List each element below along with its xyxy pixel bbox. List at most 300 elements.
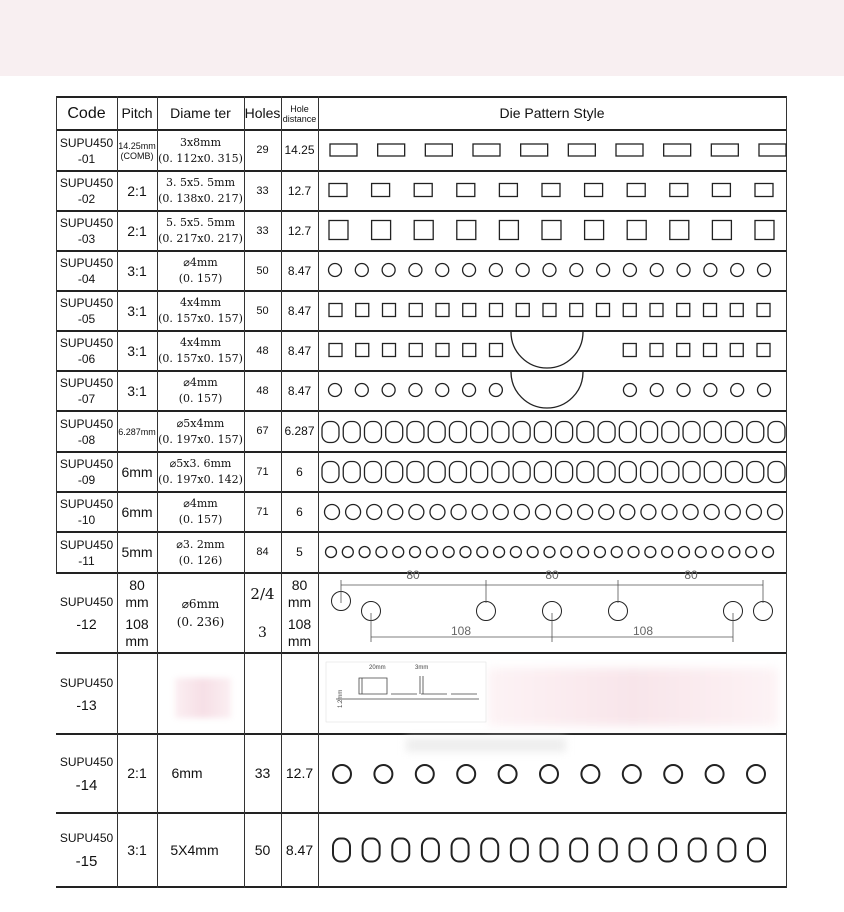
diam-line1: 3x8mm <box>179 135 222 149</box>
header-diameter: Diame ter <box>170 105 231 121</box>
pattern-circle-hole <box>645 547 656 558</box>
pattern-circle-hole <box>729 547 740 558</box>
pattern-circle-hole <box>677 384 690 397</box>
pitch-line1: 14.25mm <box>118 140 156 151</box>
row-11-holes: 84 <box>256 546 269 558</box>
row-10-pitch: 6mm <box>121 503 153 520</box>
pattern-circle-hole <box>623 264 636 277</box>
pattern-oblong-hole <box>428 462 445 483</box>
pattern-circle-hole <box>578 547 589 558</box>
pattern-circle-hole <box>472 505 487 520</box>
row-12-distance-b <box>281 613 318 652</box>
row-11-diameter <box>157 533 244 572</box>
pattern-square-hole <box>329 304 342 317</box>
dimension-label-80: 80 <box>545 568 559 582</box>
pattern-square-hole <box>704 304 717 317</box>
pattern-square-hole <box>650 304 663 317</box>
pattern-oblong-hole <box>598 462 615 483</box>
code-line2: -02 <box>77 192 96 206</box>
row-13-drawing-frame <box>326 662 486 722</box>
pattern-square-hole <box>409 304 422 317</box>
row-03-diameter <box>157 212 244 250</box>
code-line1: SUPU450 <box>59 497 114 511</box>
pattern-circle-hole <box>477 547 488 558</box>
pattern-circle-hole <box>393 547 404 558</box>
code-line2: -13 <box>76 696 97 713</box>
pattern-oblong-hole <box>407 422 424 443</box>
pattern-circle-hole <box>578 505 593 520</box>
pattern-rect-hole <box>627 221 646 240</box>
pattern-square-hole <box>436 344 449 357</box>
pattern-circle-hole <box>443 547 454 558</box>
pattern-circle-hole <box>463 384 476 397</box>
pattern-oblong-hole <box>513 462 530 483</box>
pattern-rect-hole <box>414 221 433 240</box>
pattern-square-hole <box>677 344 690 357</box>
pattern-oblong-hole <box>511 839 528 862</box>
row-06-holes: 48 <box>256 344 269 357</box>
code-line2: -10 <box>77 513 96 527</box>
code-line1: SUPU450 <box>59 296 114 310</box>
row-04-holes: 50 <box>256 264 269 277</box>
code-line1: SUPU450 <box>59 176 114 190</box>
row-13-blurred-patch <box>175 678 231 718</box>
pattern-square-hole <box>409 344 422 357</box>
diam-line2: (0. 112x0. 315) <box>158 151 243 165</box>
diam-line1: 3. 5x5. 5mm <box>165 176 236 189</box>
pattern-circle-hole <box>731 384 744 397</box>
dimension-label-3mm: 3mm <box>415 665 429 671</box>
row-12-diameter <box>157 574 244 652</box>
pattern-circle-hole <box>704 505 719 520</box>
row-02-diameter <box>157 172 244 210</box>
pattern-oblong-hole <box>333 839 350 862</box>
pattern-circle-hole <box>758 264 771 277</box>
row-09-distance: 6 <box>296 464 303 479</box>
pattern-oblong-hole <box>619 422 636 443</box>
row-01-distance: 14.25 <box>284 143 315 157</box>
row-10-holes: 71 <box>256 505 269 518</box>
pattern-oblong-hole <box>747 462 764 483</box>
pattern-circle-hole <box>355 264 368 277</box>
pattern-circle-hole <box>662 547 673 558</box>
pattern-circle-hole <box>416 765 434 783</box>
pitch-a-line2: mm <box>125 593 149 610</box>
row-01-code <box>56 131 117 170</box>
diam-line2: (0. 236) <box>176 615 225 629</box>
pattern-oblong-hole <box>641 422 658 443</box>
pattern-rect-hole <box>372 184 390 197</box>
pattern-oblong-hole <box>619 462 636 483</box>
row-12-holes-b: 3 <box>258 624 267 641</box>
row-12-code <box>56 574 117 652</box>
row-01-holes: 29 <box>256 144 269 156</box>
pattern-rect-hole <box>755 221 774 240</box>
row-14-code <box>56 735 117 812</box>
pattern-circle-hole <box>499 765 517 783</box>
pattern-circle-hole <box>704 264 717 277</box>
row-09-code <box>56 453 117 491</box>
pattern-circle-hole <box>477 602 496 621</box>
pattern-circle-hole <box>746 505 761 520</box>
pattern-rect-hole <box>378 144 405 156</box>
code-line2: -11 <box>78 553 95 568</box>
pattern-circle-hole <box>683 505 698 520</box>
pattern-circle-hole <box>436 264 449 277</box>
pattern-oblong-hole <box>492 462 509 483</box>
code-line2: -04 <box>77 272 96 286</box>
pattern-square-hole <box>490 344 503 357</box>
pattern-oblong-hole <box>452 839 469 862</box>
pattern-circle-hole <box>704 384 717 397</box>
pattern-circle-hole <box>451 505 466 520</box>
code-line2: -03 <box>77 232 96 246</box>
pattern-square-hole <box>356 344 369 357</box>
pattern-oblong-hole <box>364 422 381 443</box>
row-13-code <box>56 654 117 733</box>
pattern-rect-hole <box>499 184 517 197</box>
pattern-rect-hole <box>670 221 689 240</box>
pattern-circle-hole <box>359 547 370 558</box>
row-02-code <box>56 172 117 210</box>
pattern-oblong-hole <box>689 839 706 862</box>
code-line2: -15 <box>75 853 98 870</box>
row-07-holes: 48 <box>256 384 269 397</box>
die-pattern-drawings <box>319 96 786 888</box>
pattern-oblong-hole <box>768 422 785 443</box>
pattern-circle-hole <box>333 765 351 783</box>
pattern-square-hole <box>329 344 342 357</box>
code-line1: SUPU450 <box>59 256 114 270</box>
pattern-square-hole <box>704 344 717 357</box>
pattern-oblong-hole <box>662 422 679 443</box>
row-15-code <box>56 814 117 886</box>
dist-a-line2: mm <box>287 593 312 610</box>
row-11-distance: 5 <box>296 545 303 559</box>
row-09-diameter <box>157 453 244 491</box>
diam-line1: ⌀5x3. 6mm <box>169 457 232 470</box>
pattern-rect-hole <box>329 221 348 240</box>
pattern-circle-hole <box>594 547 605 558</box>
pattern-square-hole <box>516 304 529 317</box>
pattern-circle-hole <box>544 547 555 558</box>
pattern-square-hole <box>757 304 770 317</box>
pattern-circle-hole <box>457 765 475 783</box>
pattern-circle-hole <box>641 505 656 520</box>
pattern-rect-hole <box>425 144 452 156</box>
pitch-b-line1: 108 <box>125 615 149 632</box>
pattern-rect-hole <box>542 184 560 197</box>
pattern-square-hole <box>383 344 396 357</box>
row-09-holes: 71 <box>256 465 269 478</box>
pattern-rect-hole <box>329 184 347 197</box>
pattern-square-hole <box>597 304 610 317</box>
pattern-oblong-hole <box>659 839 676 862</box>
pattern-rect-hole <box>542 221 561 240</box>
pitch-a-line1: 80 <box>129 576 145 593</box>
header-holes: Holes <box>244 105 281 121</box>
code-line2: -07 <box>77 392 96 406</box>
pattern-circle-hole <box>516 264 529 277</box>
pattern-circle-hole <box>650 264 663 277</box>
row-06-pitch: 3:1 <box>127 342 147 359</box>
row-08-pitch: 6.287mm <box>118 426 156 437</box>
row-05-code <box>56 292 117 330</box>
pattern-circle-hole <box>746 547 757 558</box>
code-line1: SUPU450 <box>59 537 114 552</box>
pattern-circle-hole <box>460 547 471 558</box>
diam-line1: 4x4mm <box>179 296 222 309</box>
row-07-code <box>56 372 117 410</box>
row-15-distance: 8.47 <box>285 841 314 858</box>
pattern-circle-hole <box>376 547 387 558</box>
pattern-circle-hole <box>543 264 556 277</box>
pattern-oblong-hole <box>386 462 403 483</box>
pattern-circle-hole <box>677 264 690 277</box>
dimension-label-108: 108 <box>632 624 654 638</box>
diam-line2: (0. 197x0. 157) <box>158 432 243 446</box>
pattern-square-hole <box>730 344 743 357</box>
pattern-circle-hole <box>329 384 342 397</box>
header-hole-distance-line2: distance <box>282 113 317 124</box>
row-10-diameter <box>157 493 244 531</box>
row-15-pitch: 3:1 <box>127 841 147 858</box>
pattern-circle-hole <box>494 547 505 558</box>
pattern-circle-hole <box>409 264 422 277</box>
code-line1: SUPU450 <box>59 376 114 390</box>
diam-line1: ⌀3. 2mm <box>176 537 225 551</box>
diam-line2: (0. 157) <box>178 513 223 526</box>
pattern-circle-hole <box>754 602 773 621</box>
pattern-circle-hole <box>329 264 342 277</box>
dist-b-line2: mm <box>287 632 312 649</box>
row-14-pitch: 2:1 <box>127 765 147 781</box>
pattern-square-hole <box>463 304 476 317</box>
code-line1: SUPU450 <box>59 754 114 769</box>
code-line1: SUPU450 <box>59 457 114 471</box>
row-15-holes: 50 <box>254 841 271 858</box>
code-line1: SUPU450 <box>59 216 114 230</box>
pattern-rect-hole <box>664 144 691 156</box>
pattern-oblong-hole <box>363 839 380 862</box>
row-05-pitch: 3:1 <box>127 302 147 319</box>
pitch-b-line2: mm <box>125 632 149 649</box>
pattern-oblong-hole <box>570 839 587 862</box>
row-10-distance: 6 <box>296 504 303 519</box>
pattern-circle-hole <box>706 765 724 783</box>
row-05-distance: 8.47 <box>287 303 312 318</box>
pattern-oblong-hole <box>534 422 551 443</box>
pattern-rect-hole <box>473 144 500 156</box>
row-01-pitch <box>117 131 157 170</box>
code-line1: SUPU450 <box>59 135 114 150</box>
pattern-circle-hole <box>620 505 635 520</box>
pattern-oblong-hole <box>577 462 594 483</box>
row-12-holes-a: 2/4 <box>250 584 275 603</box>
row-01-diameter <box>157 131 244 170</box>
pattern-oblong-hole <box>449 462 466 483</box>
pattern-square-hole <box>463 344 476 357</box>
row-05-diameter <box>157 292 244 330</box>
pattern-oblong-hole <box>322 422 339 443</box>
pattern-circle-hole <box>346 505 361 520</box>
pattern-circle-hole <box>540 765 558 783</box>
pattern-oblong-hole <box>471 422 488 443</box>
pattern-square-hole <box>757 344 770 357</box>
pattern-circle-hole <box>768 505 783 520</box>
row-03-holes: 33 <box>256 224 269 237</box>
pattern-rect-hole <box>759 144 786 156</box>
pattern-oblong-hole <box>492 422 509 443</box>
row-06-code <box>56 332 117 370</box>
row-14-holes: 33 <box>254 765 271 781</box>
pattern-oblong-hole <box>343 462 360 483</box>
pattern-circle-hole <box>436 384 449 397</box>
pattern-circle-hole <box>355 384 368 397</box>
pattern-circle-hole <box>409 384 422 397</box>
pattern-circle-hole <box>731 264 744 277</box>
row-08-diameter <box>157 412 244 451</box>
pattern-square-hole <box>730 304 743 317</box>
pattern-circle-hole <box>367 505 382 520</box>
pattern-circle-hole <box>463 264 476 277</box>
row-06-diameter <box>157 332 244 370</box>
pattern-rect-hole <box>712 184 730 197</box>
diam-line1: 5. 5x5. 5mm <box>165 216 236 229</box>
code-line1: SUPU450 <box>59 675 114 690</box>
row-12-distance-a <box>281 574 318 613</box>
diam-line2: (0. 197x0. 142) <box>158 473 243 486</box>
pattern-oblong-hole <box>364 462 381 483</box>
pattern-circle-hole <box>342 547 353 558</box>
pattern-circle-hole <box>388 505 403 520</box>
top-band <box>0 0 844 76</box>
header-hole-distance <box>281 98 318 129</box>
pattern-rect-hole <box>616 144 643 156</box>
code-line2: -09 <box>77 473 96 487</box>
row-02-distance: 12.7 <box>287 183 312 198</box>
pattern-circle-hole <box>609 602 628 621</box>
row-11-pitch: 5mm <box>121 544 153 560</box>
pattern-oblong-hole <box>556 462 573 483</box>
pattern-circle-hole <box>599 505 614 520</box>
diam-line2: (0. 157x0. 157) <box>158 312 243 325</box>
pattern-rect-hole <box>712 221 731 240</box>
pattern-rect-hole <box>568 144 595 156</box>
pattern-rect-hole <box>521 144 548 156</box>
code-line1: SUPU450 <box>59 416 114 431</box>
pattern-oblong-hole <box>726 462 743 483</box>
pitch-line2: (COMB) <box>120 150 154 161</box>
diam-line2: (0. 126) <box>178 553 223 567</box>
header-pitch: Pitch <box>121 105 153 121</box>
pattern-oblong-hole <box>386 422 403 443</box>
dist-a-line1: 80 <box>291 576 308 593</box>
dimension-label-80: 80 <box>684 568 698 582</box>
pattern-rect-hole <box>372 221 391 240</box>
pattern-square-hole <box>677 304 690 317</box>
row-02-pitch: 2:1 <box>127 182 147 199</box>
row-07-diameter <box>157 372 244 410</box>
pattern-rect-hole <box>711 144 738 156</box>
pattern-square-hole <box>490 304 503 317</box>
pattern-square-hole <box>650 344 663 357</box>
pattern-circle-hole <box>514 505 529 520</box>
row-12-pitch-a <box>117 574 157 613</box>
code-line2: -12 <box>76 616 97 632</box>
row-03-pitch: 2:1 <box>127 222 147 239</box>
diam-line1: ⌀4mm <box>183 376 218 389</box>
pattern-square-hole <box>570 304 583 317</box>
row-12-pitch-b <box>117 613 157 652</box>
pattern-circle-hole <box>628 547 639 558</box>
row-02-holes: 33 <box>256 184 269 197</box>
pattern-rect-hole <box>457 184 475 197</box>
diam-line1: ⌀6mm <box>181 597 220 611</box>
pattern-arc-cutout <box>511 372 583 408</box>
diam-line2: (0. 157) <box>178 392 223 405</box>
pattern-circle-hole <box>489 264 502 277</box>
pattern-square-hole <box>436 304 449 317</box>
pattern-circle-hole <box>493 505 508 520</box>
pattern-circle-hole <box>597 264 610 277</box>
pattern-oblong-hole <box>343 422 360 443</box>
row-03-distance: 12.7 <box>287 223 312 238</box>
pattern-oblong-hole <box>556 422 573 443</box>
pattern-rect-hole <box>457 221 476 240</box>
diam-line1: ⌀5x4mm <box>176 416 225 430</box>
pattern-oblong-hole <box>662 462 679 483</box>
diam-line2: (0. 157) <box>178 272 223 285</box>
pattern-square-hole <box>623 344 636 357</box>
pattern-oblong-hole <box>629 839 646 862</box>
code-line1: SUPU450 <box>59 595 114 609</box>
pattern-oblong-hole <box>322 462 339 483</box>
diam-line2: (0. 217x0. 217) <box>158 232 243 245</box>
pattern-rect-hole <box>414 184 432 197</box>
pattern-oblong-hole <box>407 462 424 483</box>
header-pattern: Die Pattern Style <box>499 105 605 121</box>
row-10-code <box>56 493 117 531</box>
pattern-circle-hole <box>326 547 337 558</box>
code-line2: -05 <box>77 312 96 326</box>
pattern-circle-hole <box>426 547 437 558</box>
pattern-circle-hole <box>725 505 740 520</box>
pattern-circle-hole <box>489 384 502 397</box>
pattern-rect-hole <box>330 144 357 156</box>
pattern-circle-hole <box>374 765 392 783</box>
pattern-oblong-hole <box>641 462 658 483</box>
row-04-diameter <box>157 252 244 290</box>
pattern-circle-hole <box>664 765 682 783</box>
diam-line1: ⌀4mm <box>183 497 218 510</box>
diam-line2: (0. 138x0. 217) <box>158 192 243 205</box>
pattern-circle-hole <box>650 384 663 397</box>
row-07-distance: 8.47 <box>287 383 312 398</box>
row-08-holes: 67 <box>256 425 269 437</box>
code-line2: -06 <box>77 352 96 366</box>
pattern-oblong-hole <box>726 422 743 443</box>
pattern-circle-hole <box>527 547 538 558</box>
pattern-circle-hole <box>678 547 689 558</box>
pattern-oblong-hole <box>577 422 594 443</box>
pattern-arc-cutout <box>511 332 583 368</box>
pattern-rect-hole <box>585 184 603 197</box>
pattern-oblong-hole <box>534 462 551 483</box>
pattern-oblong-hole <box>428 422 445 443</box>
pattern-circle-hole <box>430 505 445 520</box>
pattern-circle-hole <box>570 264 583 277</box>
